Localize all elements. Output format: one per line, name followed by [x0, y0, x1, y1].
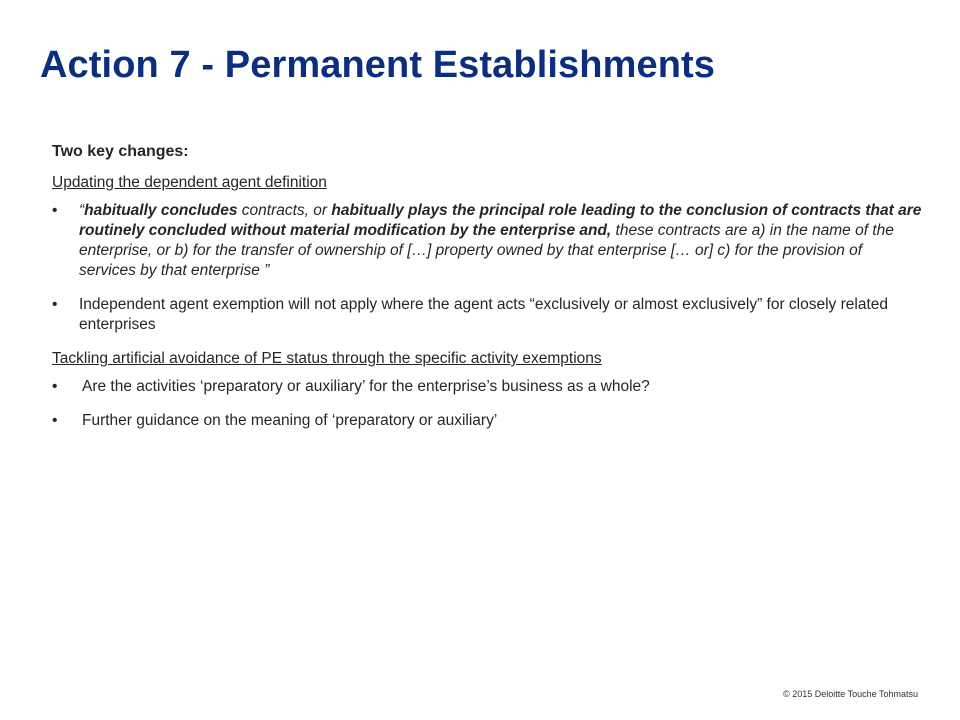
- list-item: [52, 377, 922, 397]
- bullet-glyph: •: [52, 296, 58, 313]
- open-quote: “: [79, 202, 85, 219]
- section-heading-activity-exemptions: Tackling artificial avoidance of PE status through the specific activity exemptions: [52, 350, 602, 367]
- bullet-glyph: •: [52, 412, 58, 429]
- list-item: [52, 411, 922, 431]
- list-item-text: Further guidance on the meaning of ‘preparatory or auxiliary’: [82, 412, 498, 429]
- section-heading-dependent-agent: Updating the dependent agent definition: [52, 174, 327, 191]
- copyright-footer: © 2015 Deloitte Touche Tohmatsu: [783, 689, 918, 699]
- emphasis-text: habitually concludes: [84, 202, 238, 219]
- intro-heading: Two key changes:: [52, 143, 189, 160]
- quote-text: contracts, or: [237, 202, 332, 219]
- page-title: Action 7 - Permanent Establishments: [40, 44, 715, 86]
- slide-body: [52, 142, 922, 445]
- bullet-glyph: •: [52, 202, 58, 219]
- activity-exemptions-list: [52, 377, 922, 431]
- list-item: [52, 295, 922, 335]
- emphasis-text: habitually plays the principal role leading to the conclusion of contracts that are routinely concluded without material modification by the enterprise and,: [79, 202, 922, 239]
- list-item-text: Are the activities ‘preparatory or auxiliary’ for the enterprise’s business as a whole?: [82, 378, 650, 395]
- dependent-agent-list: [52, 201, 922, 335]
- list-item-text: Independent agent exemption will not apply where the agent acts “exclusively or almost exclusively” for closely related enterprises: [79, 296, 889, 333]
- quote-text: these contracts are a) in the name of the enterprise, or b) for the transfer of ownership of […] property owned by that enterprise [… or] c) for the provision of services by that enterprise ”: [79, 222, 894, 279]
- quoted-definition: [79, 202, 921, 279]
- bullet-glyph: •: [52, 378, 58, 395]
- list-item: [52, 201, 922, 281]
